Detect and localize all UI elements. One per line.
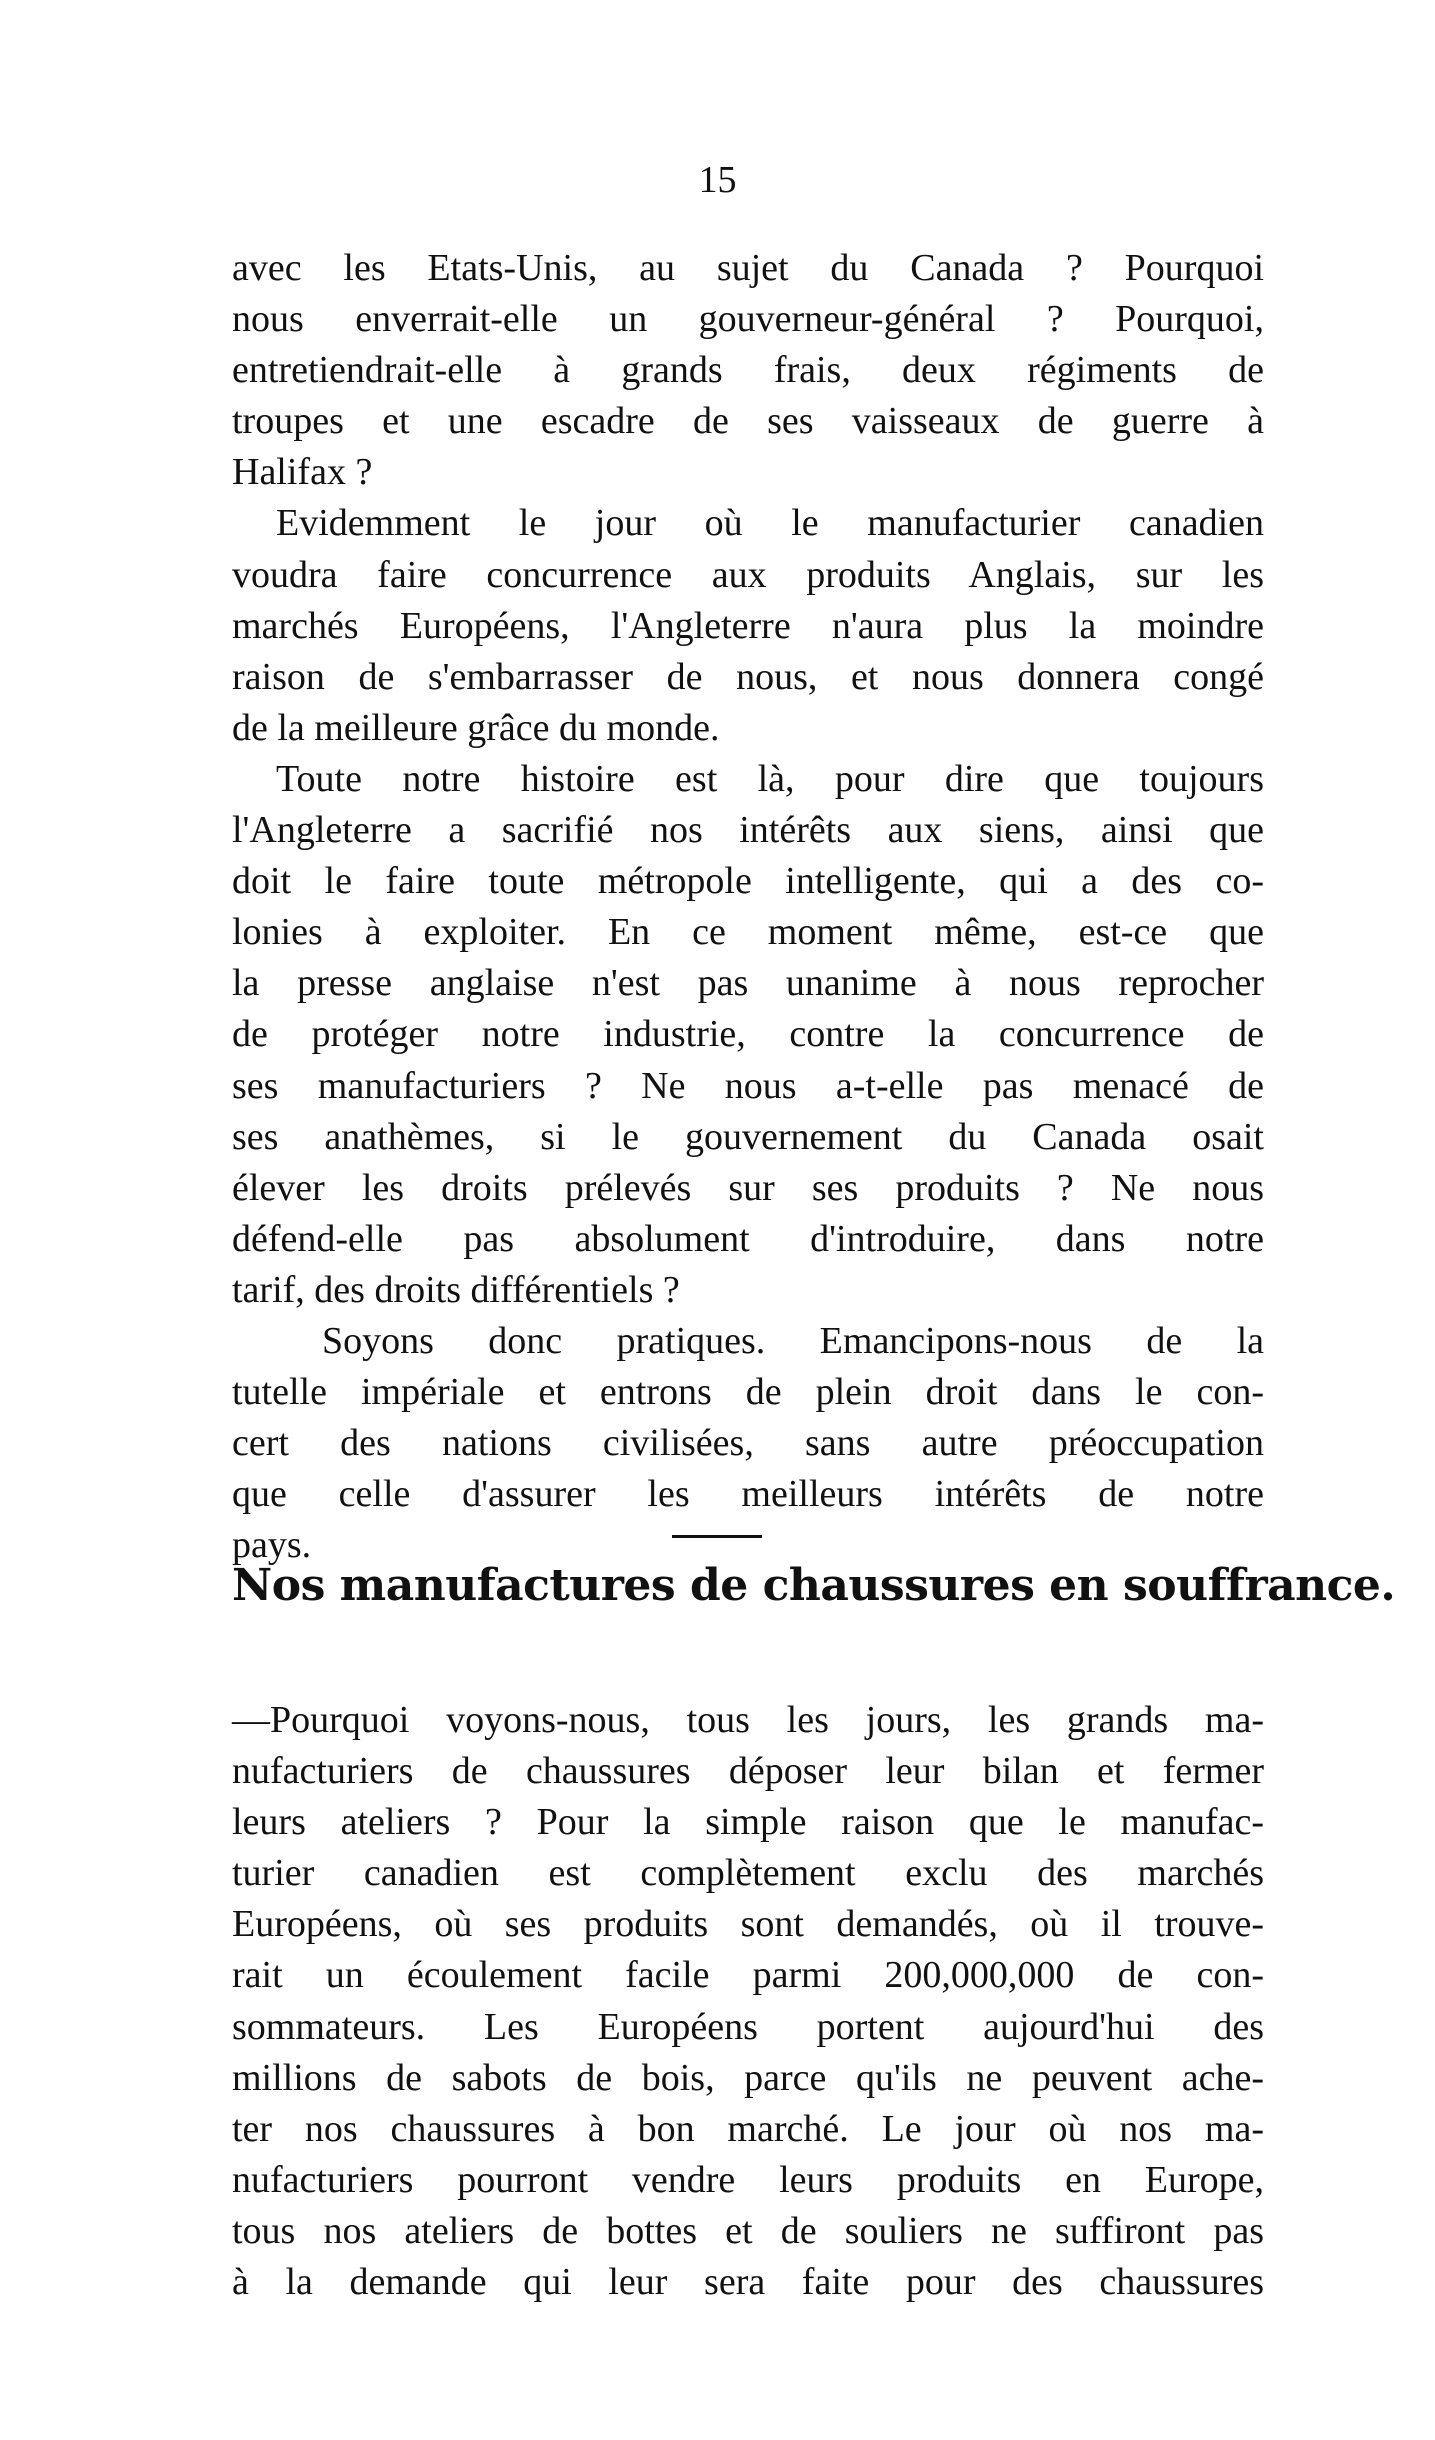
text-line: troupes et une escadre de ses vaisseaux de guerre à [232,400,1264,443]
text-line: cert des nations civilisées, sans autre préoccupation [232,1422,1264,1465]
text-line: Halifax ? [232,451,373,494]
text-line: —Pourquoi voyons-nous, tous les jours, les grands ma- [232,1699,1264,1741]
text-line: marchés Européens, l'Angleterre n'aura plus la moindre [232,604,1264,647]
section-divider [672,1535,762,1538]
page-number: 15 [698,159,737,201]
text-line: Evidemment le jour où le manufacturier canadien [276,502,1264,545]
text-line: rait un écoulement facile parmi 200,000,000 de con- [232,1954,1264,1997]
text-line: tous nos ateliers de bottes et de souliers ne suffiront pas [232,2209,1264,2252]
text-line: tarif, des droits différentiels ? [232,1268,680,1311]
text-line: ses anathèmes, si le gouvernement du Canada osait [232,1115,1264,1158]
text-line: avec les Etats-Unis, au sujet du Canada ? Pourquoi [232,247,1264,289]
text-line: Européens, où ses produits sont demandés, où il trouve- [232,1903,1264,1946]
text-line: l'Angleterre a sacrifié nos intérêts aux siens, ainsi que [232,809,1264,852]
text-line: défend-elle pas absolument d'introduire, dans notre [232,1217,1264,1260]
text-line: voudra faire concurrence aux produits Anglais, sur les [232,553,1264,596]
text-line: la presse anglaise n'est pas unanime à nous reprocher [232,962,1264,1005]
text-line: nous enverrait-elle un gouverneur-général ? Pourquoi, [232,298,1264,341]
body-text-lower [232,1695,1264,2308]
text-line: leurs ateliers ? Pour la simple raison que le manufac- [232,1801,1264,1844]
text-line: de protéger notre industrie, contre la concurrence de [232,1013,1264,1056]
text-line: nufacturiers pourront vendre leurs produits en Europe, [232,2158,1264,2201]
text-line: à la demande qui leur sera faite pour des chaussures [232,2261,1264,2304]
body-text-upper [232,243,1264,1571]
text-line: raison de s'embarrasser de nous, et nous donnera congé [232,655,1264,698]
text-line: nufacturiers de chaussures déposer leur bilan et fermer [232,1750,1264,1793]
text-line: millions de sabots de bois, parce qu'ils ne peuvent ache- [232,2056,1264,2099]
text-line: ses manufacturiers ? Ne nous a-t-elle pas menacé de [232,1064,1264,1107]
text-line: que celle d'assurer les meilleurs intérêts de notre [232,1473,1264,1516]
text-line: doit le faire toute métropole intelligente, qui a des co- [232,860,1264,903]
section-heading: Nos manufactures de chaussures en souffrance. [232,1560,1396,1611]
text-line: de la meilleure grâce du monde. [232,706,720,749]
text-line: élever les droits prélevés sur ses produits ? Ne nous [232,1166,1264,1209]
text-line: lonies à exploiter. En ce moment même, est-ce que [232,911,1264,954]
text-line: Soyons donc pratiques. Emancipons-nous de la [322,1319,1264,1362]
text-line: entretiendrait-elle à grands frais, deux régiments de [232,349,1264,392]
text-line: Toute notre histoire est là, pour dire que toujours [276,757,1264,800]
text-line: turier canadien est complètement exclu des marchés [232,1852,1264,1895]
text-line: sommateurs. Les Européens portent aujourd'hui des [232,2005,1264,2048]
text-line: pays. [232,1524,312,1567]
text-line: ter nos chaussures à bon marché. Le jour où nos ma- [232,2107,1264,2150]
text-line: tutelle impériale et entrons de plein droit dans le con- [232,1371,1264,1414]
